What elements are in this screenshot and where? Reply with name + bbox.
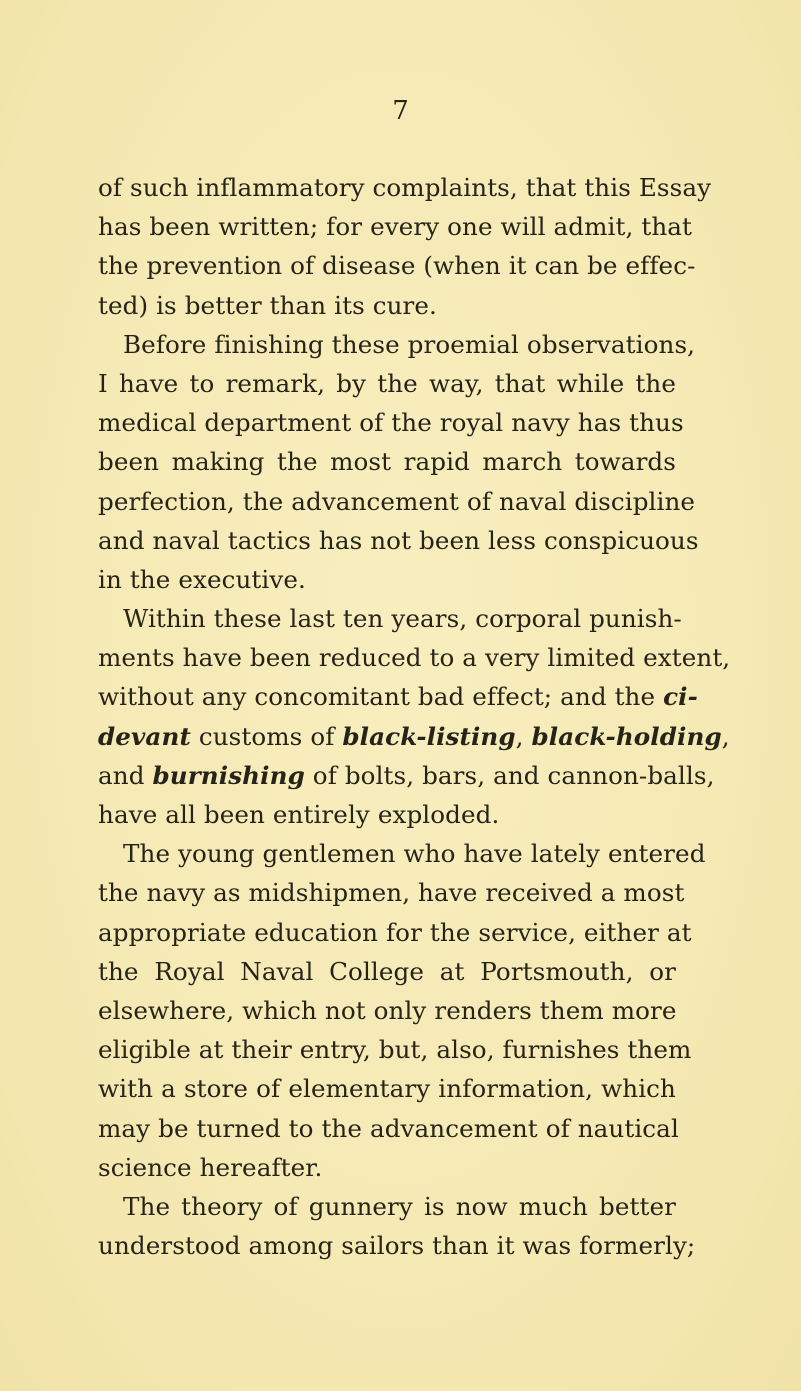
paragraph-start-line: Before finishing these proemial observations, (123, 329, 696, 359)
paragraph-start-line: Within these last ten years, corporal punish- (123, 604, 682, 634)
text-line: eligible at their entry, but, also, furnishes them (98, 1035, 692, 1065)
text-line: the prevention of disease (when it can be effec- (98, 251, 696, 281)
paragraph-start-line: The theory of gunnery is now much better (123, 1191, 676, 1221)
text-line: appropriate education for the service, either at (98, 917, 692, 947)
paragraph-start-line: The young gentlemen who have lately entered (123, 839, 706, 869)
text-line: ted) is better than its cure. (98, 290, 437, 320)
text-line: and burnishing of bolts, bars, and cannon-balls, (98, 760, 715, 790)
italic-term: devant (98, 721, 191, 751)
text-line: has been written; for every one will admit, that (98, 212, 693, 242)
italic-term: black-holding (531, 721, 722, 751)
text-line: understood among sailors than it was formerly; (98, 1231, 696, 1261)
text-line: of such inflammatory complaints, that this Essay (98, 173, 712, 202)
text-line: the navy as midshipmen, have received a most (98, 878, 685, 908)
text-line: in the executive. (98, 564, 306, 594)
italic-term: burnishing (152, 760, 305, 790)
text-line: with a store of elementary information, which (98, 1074, 676, 1104)
text-line: science hereafter. (98, 1152, 323, 1182)
text-line: the Royal Naval College at Portsmouth, or (98, 956, 676, 986)
text-line: and naval tactics has not been less conspicuous (98, 525, 699, 555)
page-number: 7 (392, 96, 409, 126)
text-line: medical department of the royal navy has thus (98, 408, 684, 438)
italic-term: black-listing (342, 721, 516, 751)
text-line: devant customs of black-listing, black-holding, (98, 721, 730, 751)
italic-term: ci- (663, 682, 698, 712)
text-line: have all been entirely exploded. (98, 800, 500, 829)
text-line: been making the most rapid march towards (98, 447, 676, 477)
text-line: ments have been reduced to a very limited extent, (98, 643, 731, 673)
text-line: without any concomitant bad effect; and the ci- (98, 682, 698, 712)
text-line: may be turned to the advancement of nautical (98, 1113, 679, 1143)
body-text (98, 168, 731, 1265)
text-line: I have to remark, by the way, that while the (98, 368, 676, 398)
text-line: perfection, the advancement of naval discipline (98, 486, 696, 516)
text-line: elsewhere, which not only renders them more (98, 995, 677, 1025)
